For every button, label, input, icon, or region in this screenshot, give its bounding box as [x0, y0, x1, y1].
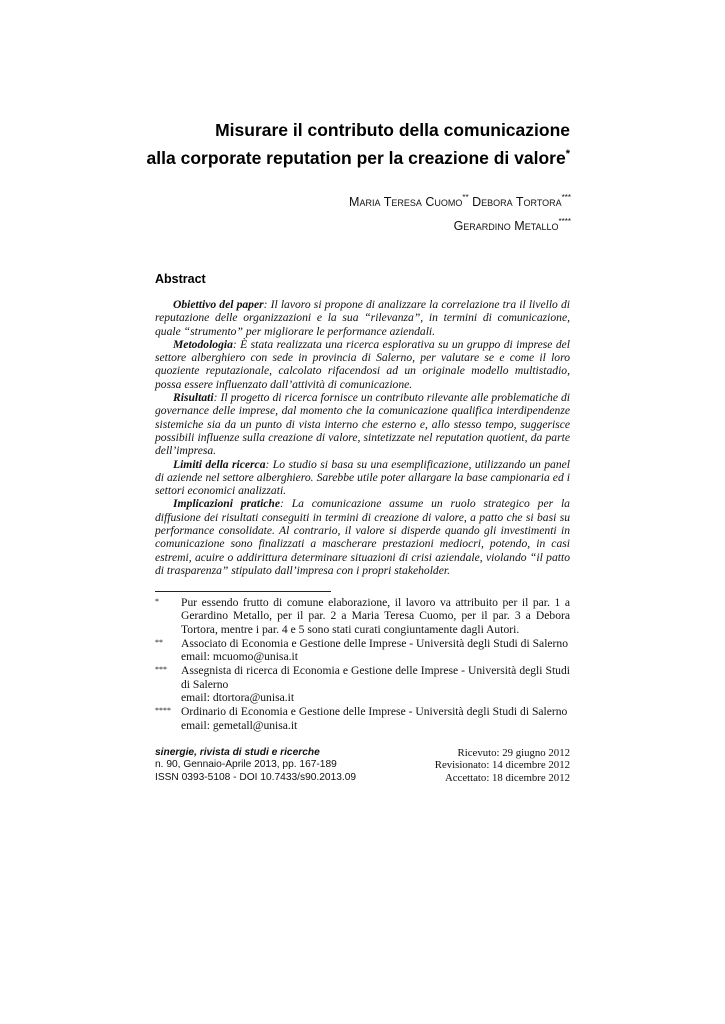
abstract-section-label: Risultati [173, 391, 214, 405]
abstract-paragraph [155, 338, 570, 391]
footnote-mark: **** [155, 706, 171, 716]
footnote [155, 596, 570, 636]
abstract-section-label: Limiti della ricerca [173, 457, 266, 471]
abstract-section-text: : Lo studio si basa su una esemplificazione, utilizzando un panel di aziende nel settore alberghiero. Sarebbe utile poter allargare la base campionaria ed i settori economici analizzati. [155, 457, 570, 498]
abstract-section-text: : La comunicazione assume un ruolo strategico per la diffusione dei risultati conseguiti in termini di creazione di valore, a patto che si basi su performance consolidate. Al contrario, il valore si disperde quando gli investimenti in comunicazione sono finalizzati a mascherare prestazioni mediocri, potendo, in casi estremi, acuire o addirittura determinare situazioni di crisi aziendale, violando “il patto di trasparenza” stipulato dall’impresa con i propri stakeholder. [155, 497, 570, 577]
abstract-section-text: : Il progetto di ricerca fornisce un contributo rilevante alle problematiche di governance delle imprese, dal momento che la comunicazione qualifica interdipendenze sistemiche sia da un punto di vista interno che esterno e, allo stesso tempo, suggerisce possibili influenze sulla creazione di valore, sintetizzate nel reputation quotient, da parte dell’impresa. [155, 391, 570, 458]
footnotes [155, 596, 570, 733]
footnote-mark: * [155, 597, 159, 606]
footnote-text: Associato di Economia e Gestione delle Imprese - Università degli Studi di Salerno [181, 636, 569, 650]
paper-title [120, 118, 570, 170]
abstract-paragraph [155, 298, 570, 338]
revised-date: Revisionato: 14 dicembre 2012 [434, 759, 570, 772]
footnote-text: Assegnista di ricerca di Economia e Gestione delle Imprese - Università degli Studi di Salerno [181, 664, 570, 691]
review-dates [435, 747, 570, 784]
author-list [200, 188, 571, 236]
abstract-paragraph [155, 497, 570, 577]
footnote-text: Ordinario di Economia e Gestione delle Imprese - Università degli Studi di Salerno [181, 705, 568, 719]
abstract-section-label: Metodologia [173, 337, 233, 351]
title-footnote-mark: * [565, 148, 570, 160]
footnote-mark: ** [155, 637, 163, 647]
received-date: Ricevuto: 29 giugno 2012 [457, 747, 570, 759]
journal-info [155, 747, 356, 784]
author-line-1 [200, 188, 571, 212]
footnote-email: email: mcuomo@unisa.it [181, 650, 298, 664]
accepted-date: Accettato: 18 dicembre 2012 [444, 771, 570, 784]
abstract-section-text: : Il lavoro si propone di analizzare la correlazione tra il livello di reputazione delle organizzazioni e la sua “rilevanza”, in termini di comunicazione, quale “strumento” per migliorare le performance aziendali. [155, 298, 570, 338]
title-line-2-text: alla corporate reputation per la creazione di valore [146, 147, 566, 168]
page-footer [155, 747, 570, 784]
footnote-text: Pur essendo frutto di comune elaborazione, il lavoro va attribuito per il par. 1 a Gerardino Metallo, per il par. 2 a Maria Teresa Cuomo, per il par. 3 a Debora Tortora, mentre i par. 4 e 5 sono stati curati congiuntamente dagli Autori. [181, 596, 570, 636]
title-line-1: Misurare il contributo della comunicazione [215, 120, 570, 140]
footnote-email: email: dtortora@unisa.it [181, 691, 295, 705]
author-footnote-mark: ** [462, 193, 469, 202]
author-footnote-mark: **** [558, 217, 571, 226]
journal-issue: n. 90, Gennaio-Aprile 2013, pp. 167-189 [155, 759, 337, 771]
footnote-divider [155, 591, 331, 592]
footnote [155, 637, 570, 664]
author-name: Gerardino Metallo [453, 219, 559, 233]
author-footnote-mark: *** [561, 193, 571, 202]
abstract-section-label: Obiettivo del paper [173, 298, 264, 311]
footnote [155, 705, 570, 732]
abstract-paragraph [155, 458, 570, 498]
title-line-2 [120, 142, 570, 170]
abstract-paragraph [155, 391, 570, 457]
author-name: Debora Tortora [472, 195, 562, 209]
abstract-heading: Abstract [155, 272, 206, 286]
journal-name: sinergie, rivista di studi e ricerche [155, 747, 320, 758]
author-line-2 [200, 212, 571, 236]
abstract-section-label: Implicazioni pratiche [173, 497, 281, 511]
abstract-body [155, 298, 570, 577]
abstract-section-text: : È stata realizzata una ricerca esplorativa su un gruppo di imprese del settore alberghiero con sede in provincia di Salerno, per valutare se e come il loro quoziente reputazionale, calcolato rifacendosi ad un originale modello multistadio, possa essere influenzato dall’attività di comunicazione. [155, 337, 570, 391]
footnote [155, 664, 570, 704]
author-name: Maria Teresa Cuomo [349, 195, 463, 209]
journal-issn-doi: ISSN 0393-5108 - DOI 10.7433/s90.2013.09 [155, 771, 357, 783]
footnote-mark: *** [155, 665, 167, 675]
footnote-email: email: gemetall@unisa.it [181, 718, 298, 732]
